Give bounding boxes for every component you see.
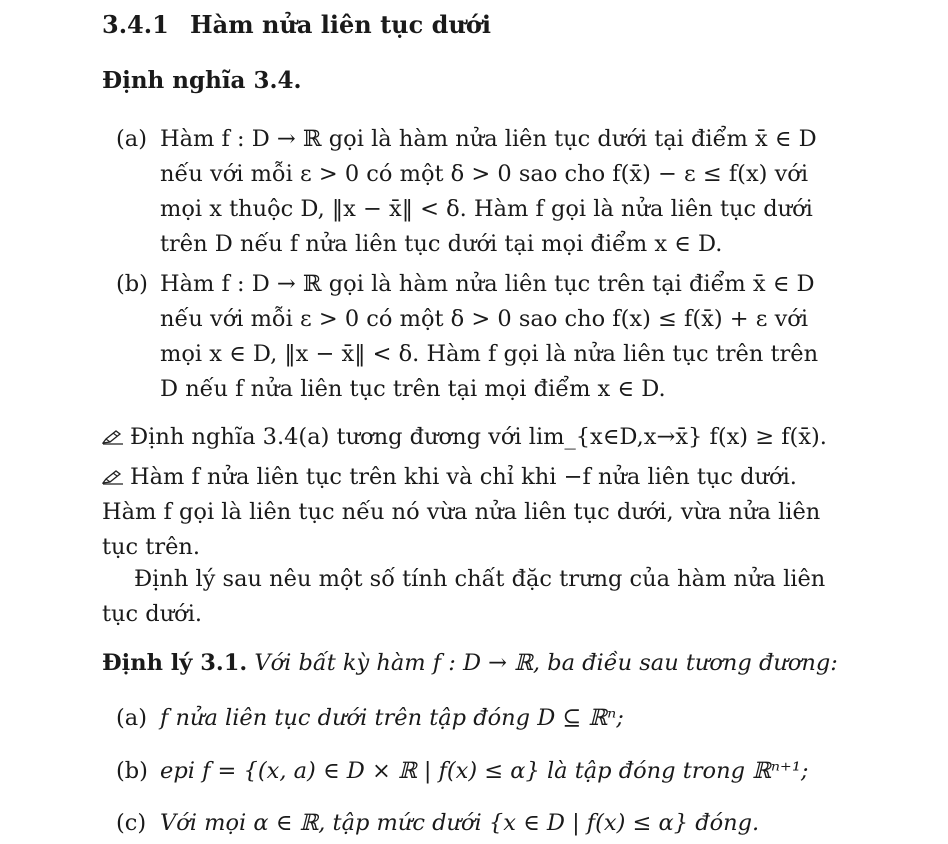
definition-line: D nếu f nửa liên tục trên tại mọi điểm x ∈ D. (160, 376, 666, 402)
definition-line: mọi x ∈ D, ‖x − x̄‖ < δ. Hàm f gọi là nửa liên tục trên trên (160, 341, 819, 367)
item-label: (a) (116, 126, 147, 152)
section-heading (102, 10, 491, 39)
paragraph-line: Hàm f gọi là liên tục nếu nó vừa nửa liên tục dưới, vừa nửa liên (102, 499, 821, 525)
item-label: (c) (116, 810, 147, 836)
theorem-statement: Với bất kỳ hàm f : D → ℝ, ba điều sau tương đương: (254, 650, 838, 676)
theorem-item-text: Với mọi α ∈ ℝ, tập mức dưới {x ∈ D | f(x) ≤ α} đóng. (160, 810, 760, 836)
theorem-item-text: f nửa liên tục dưới trên tập đóng D ⊆ ℝⁿ; (160, 705, 624, 731)
note-1 (102, 420, 842, 455)
definition-title: Định nghĩa 3.4. (102, 67, 302, 94)
paragraph-line: tục dưới. (102, 601, 203, 627)
theorem-item-c (116, 810, 759, 836)
paragraph-theorem-intro (102, 562, 842, 632)
pencil-note-icon (102, 469, 124, 485)
note-text: Hàm f nửa liên tục trên khi và chỉ khi −f nửa liên tục dưới. (130, 464, 797, 490)
theorem-item-b (116, 758, 808, 784)
theorem-item-a (116, 705, 624, 731)
definition-item-a (116, 122, 856, 262)
definition-line: Hàm f : D → ℝ gọi là hàm nửa liên tục trên tại điểm x̄ ∈ D (160, 271, 815, 297)
definition-line: nếu với mỗi ε > 0 có một δ > 0 sao cho f(x̄) − ε ≤ f(x) với (160, 161, 809, 187)
theorem-heading (102, 646, 842, 681)
section-title: Hàm nửa liên tục dưới (190, 10, 491, 39)
section-number: 3.4.1 (102, 10, 169, 39)
paragraph-line: Định lý sau nêu một số tính chất đặc trưng của hàm nửa liên (134, 566, 826, 592)
definition-line: mọi x thuộc D, ‖x − x̄‖ < δ. Hàm f gọi là nửa liên tục dưới (160, 196, 813, 222)
definition-line: trên D nếu f nửa liên tục dưới tại mọi điểm x ∈ D. (160, 231, 723, 257)
definition-item-b (116, 267, 856, 407)
definition-line: nếu với mỗi ε > 0 có một δ > 0 sao cho f(x) ≤ f(x̄) + ε với (160, 306, 809, 332)
pencil-note-icon (102, 429, 124, 445)
paragraph-line: tục trên. (102, 534, 201, 560)
note-2 (102, 460, 842, 565)
note-text: Định nghĩa 3.4(a) tương đương với lim_{x∈D,x→x̄} f(x) ≥ f(x̄). (130, 424, 827, 450)
item-label: (a) (116, 705, 147, 731)
theorem-item-text: epi f = {(x, a) ∈ D × ℝ | f(x) ≤ α} là tập đóng trong ℝⁿ⁺¹; (160, 758, 809, 784)
definition-line: Hàm f : D → ℝ gọi là hàm nửa liên tục dưới tại điểm x̄ ∈ D (160, 126, 817, 152)
item-label: (b) (116, 758, 148, 784)
theorem-title: Định lý 3.1. (102, 650, 248, 676)
item-label: (b) (116, 271, 148, 297)
